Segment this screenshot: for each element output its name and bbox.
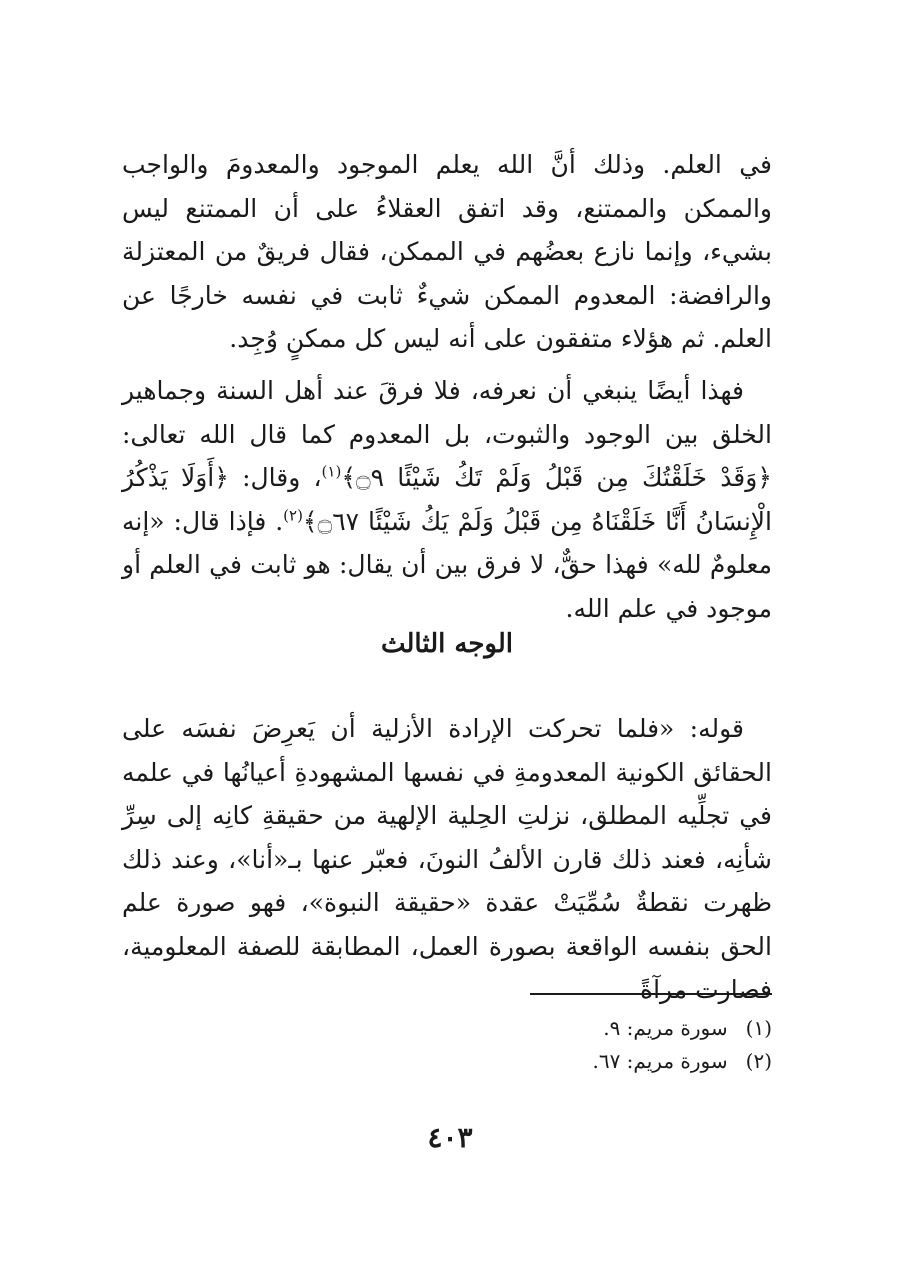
paragraph-2	[122, 369, 772, 630]
paragraph-2-part-1: فهذا أيضًا ينبغي أن نعرفه، فلا فرقَ عند أهل السنة وجماهير الخلق بين الوجود والثبوت، بل المعدوم كما قال الله تعالى: ﴿وَقَدْ خَلَقْتُكَ مِن قَبْلُ وَلَمْ تَكُ شَيْئًا ۝٩﴾	[122, 376, 772, 492]
footnote-1-text: سورة مريم: ٩.	[603, 1016, 728, 1040]
page-number: ٤٠٣	[427, 1121, 473, 1154]
footnote-2-text: سورة مريم: ٦٧.	[592, 1049, 728, 1073]
footnote-divider	[530, 993, 772, 995]
paragraph-3	[122, 707, 772, 1012]
footnote-ref-2[interactable]: (٢)	[283, 506, 303, 525]
footnote-2-number: (٢)	[745, 1049, 772, 1073]
footnote-2	[430, 1045, 772, 1078]
footnotes	[430, 1012, 772, 1078]
footnote-1-number: (١)	[745, 1016, 772, 1040]
paragraph-1	[122, 143, 772, 361]
paragraph-2-part-3: . فإذا قال: «إنه معلومٌ لله» فهذا حقٌّ، لا فرق بين أن يقال: هو ثابت في العلم أو موجود في علم الله.	[122, 506, 772, 623]
paragraph-2-part-2: ، وقال: ﴿أَوَلَا يَذْكُرُ الْإِنسَانُ أَنَّا خَلَقْنَاهُ مِن قَبْلُ وَلَمْ يَكُ شَيْئًا ۝٦٧﴾	[122, 463, 772, 536]
footnote-1	[430, 1012, 772, 1045]
paragraph-1-text: في العلم. وذلك أنَّ الله يعلم الموجود والمعدومَ والواجب والممكن والممتنع، وقد اتفق العقلاءُ على أن الممتنع ليس بشيء، وإنما نازع بعضُهم في الممكن، فقال فريقٌ من المعتزلة والرافضة: المعدوم الممكن شيءٌ ثابت في نفسه خارجًا عن العلم. ثم هؤلاء متفقون على أنه ليس كل ممكنٍ وُجِد.	[122, 150, 772, 353]
paragraph-3-text: قوله: «فلما تحركت الإرادة الأزلية أن يَعرِضَ نفسَه على الحقائق الكونية المعدومةِ في نفسها المشهودةِ أعيانُها في علمه في تجلِّيه المطلق، نزلتِ الحِلية الإلهية من حقيقةِ كانِه إلى سِرِّ شأنِه، فعند ذلك قارن الألفُ النونَ، فعبّر عنها بـ«أنا»، وعند ذلك ظهرت نقطةٌ سُمِّيَتْ عقدة «حقيقة النبوة»، فهو صورة علم الحق بنفسه الواقعة بصورة العمل، المطابقة للصفة المعلومية، فصارت مرآةً	[122, 714, 772, 1004]
footnote-ref-1[interactable]: (١)	[321, 462, 342, 481]
section-heading: الوجه الثالث	[380, 629, 513, 659]
